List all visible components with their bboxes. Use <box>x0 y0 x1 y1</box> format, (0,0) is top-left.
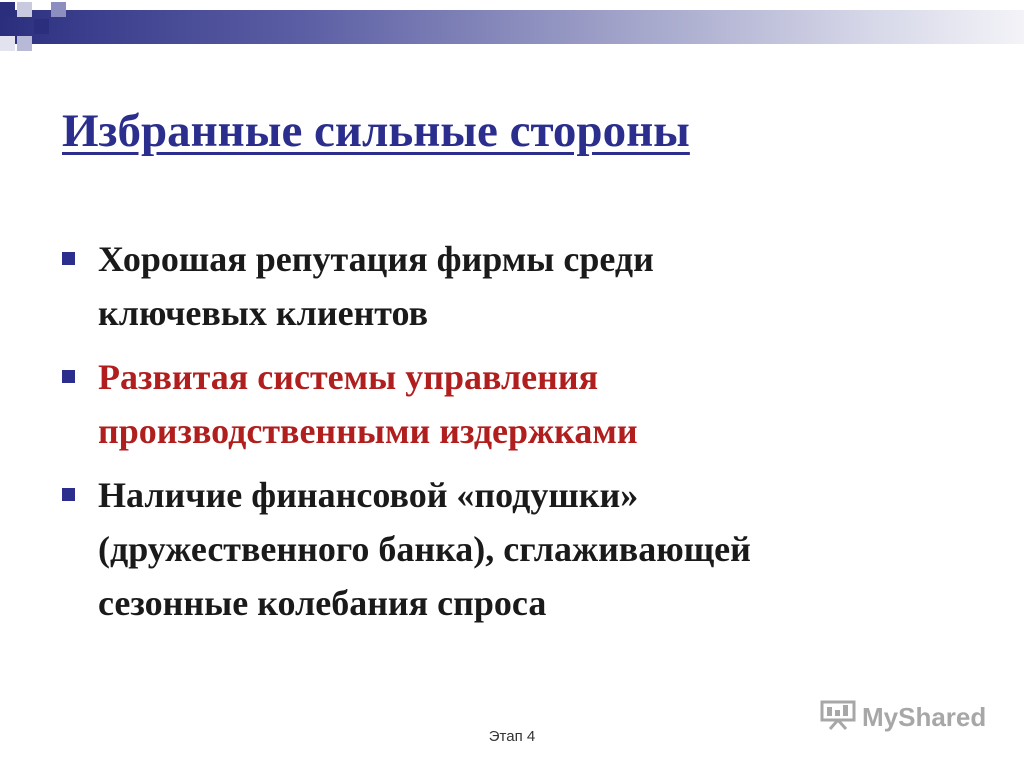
presentation-board-icon <box>820 700 856 735</box>
bullet-line: Развитая системы управления <box>98 357 599 397</box>
bullet-line: (дружественного банка), сглаживающей <box>98 529 751 569</box>
bullet-line: ключевых клиентов <box>98 293 429 333</box>
slide-footer: Этап 4 <box>488 728 536 745</box>
header-decoration-band <box>0 10 1024 44</box>
bullet-line: Хорошая репутация фирмы среди <box>98 239 654 279</box>
slide-title: Избранные сильные стороны <box>62 105 690 157</box>
bullet-square-icon <box>62 370 75 383</box>
watermark-text: MyShared <box>862 702 987 732</box>
watermark <box>820 700 986 735</box>
bullet-line: производственными издержками <box>98 411 638 451</box>
bullet-list <box>62 232 962 640</box>
bullet-item <box>62 468 962 630</box>
bullet-square-icon <box>62 488 75 501</box>
bullet-square-icon <box>62 252 75 265</box>
corner-decoration-squares <box>0 0 80 64</box>
bullet-line: Наличие финансовой «подушки» <box>98 475 639 515</box>
bullet-item-highlighted <box>62 350 962 458</box>
bullet-line: сезонные колебания спроса <box>98 583 547 623</box>
bullet-item <box>62 232 962 340</box>
